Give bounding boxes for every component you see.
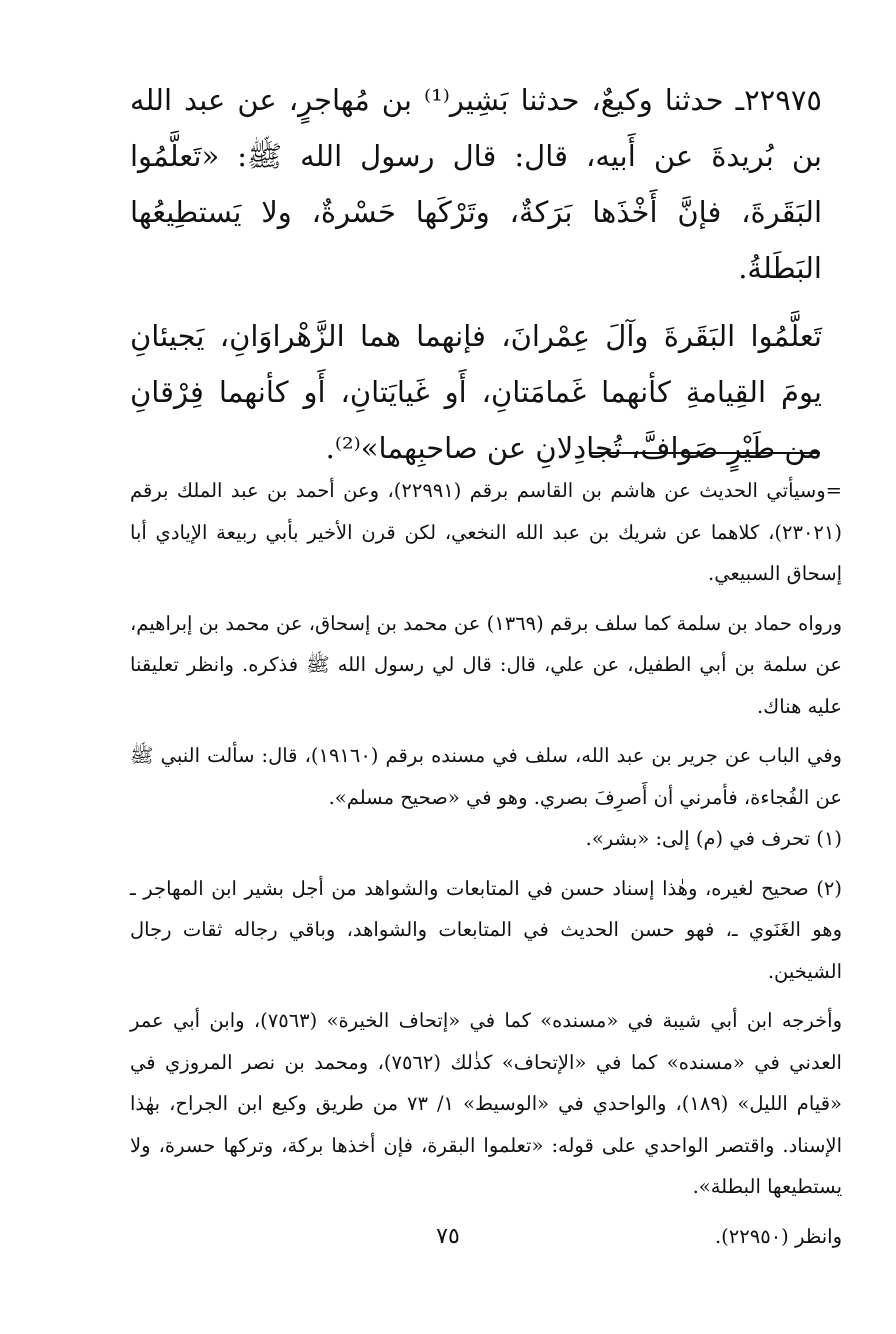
footnote-paragraph: وفي الباب عن جرير بن عبد الله، سلف في مسنده برقم (١٩١٦٠)، قال: سألت النبي ﷺ عن الفُجاءة، فأمرني أن أَصرِفَ بصري. وهو في «صحيح مسلم». — [130, 744, 842, 809]
hadith-paragraph-1: ٢٢٩٧٥ـ حدثنا وكيعٌ، حدثنا بَشِير⁽¹⁾ بن مُهاجرٍ، عن عبد الله بن بُريدةَ عن أَبيه، قال: قال رسول الله ﷺ: «تَعلَّمُوا البَقَرةَ، فإنَّ أَخْذَها بَرَكةٌ، وتَرْكَها حَسْرةٌ، ولا يَستطِيعُها البَطَلةُ. — [130, 83, 822, 285]
footnote-paragraph: وانظر (٢٢٩٥٠). — [714, 1224, 842, 1248]
footnote-paragraph: وأخرجه ابن أبي شيبة في «مسنده» كما في «إتحاف الخيرة» (٧٥٦٣)، وابن أبي عمر العدني في «مسنده» كما في «الإتحاف» كذٰلك (٧٥٦٢)، ومحمد بن نصر المروزي في «قيام الليل» (١٨٩)، والواحدي في «الوسيط» ١/ ٧٣ من طريق وكيع ابن الجراح، بهٰذا الإسناد. واقتصر الواحدي على قوله: «تعلموا البقرة، فإن أخذها بركة، وتركها حسرة، ولا يستطيعها البطلة». — [130, 1009, 842, 1198]
page-number: ٧٥ — [436, 1224, 460, 1249]
footnotes — [130, 470, 842, 1257]
footnote-paragraph: ورواه حماد بن سلمة كما سلف برقم (١٣٦٩) عن محمد بن إسحاق، عن محمد بن إبراهيم، عن سلمة بن أبي الطفيل، عن علي، قال: قال لي رسول الله ﷺ فذكره. وانظر تعليقنا عليه هناك. — [130, 611, 843, 718]
footnote-continuation: =وسيأتي الحديث عن هاشم بن القاسم برقم (٢٢٩٩١)، وعن أحمد بن عبد الملك برقم (٢٣٠٢١)، كلاهما عن شريك بن عبد الله النخعي، لكن قرن الأخير بأبي ربيعة الإيادي أبا إسحاق السبيعي. — [130, 479, 842, 585]
hadith-text — [130, 72, 822, 476]
footnote-separator — [590, 452, 820, 454]
hadith-paragraph-2: تَعلَّمُوا البَقَرةَ وآلَ عِمْرانَ، فإنهما هما الزَّهْراوَانِ، يَجيئانِ يومَ القِيامةِ كأنهما غَمامَتانِ، أَو غَيايَتانِ، أَو كأنهما فِرْقانِ من طَيْرٍ صَوافَّ، تُجادِلانِ عن صاحبِهما»⁽²⁾. — [130, 319, 822, 465]
footnote-1: (١) تحرف في (م) إلى: «بشر». — [585, 827, 842, 850]
footnote-2: (٢) صحيح لغيره، وهٰذا إسناد حسن في المتابعات والشواهد من أجل بشير ابن المهاجر ـ وهو الغَنَوي ـ، فهو حسن الحديث في المتابعات والشواهد، وباقي رجاله ثقات رجال الشيخين. — [130, 876, 842, 983]
